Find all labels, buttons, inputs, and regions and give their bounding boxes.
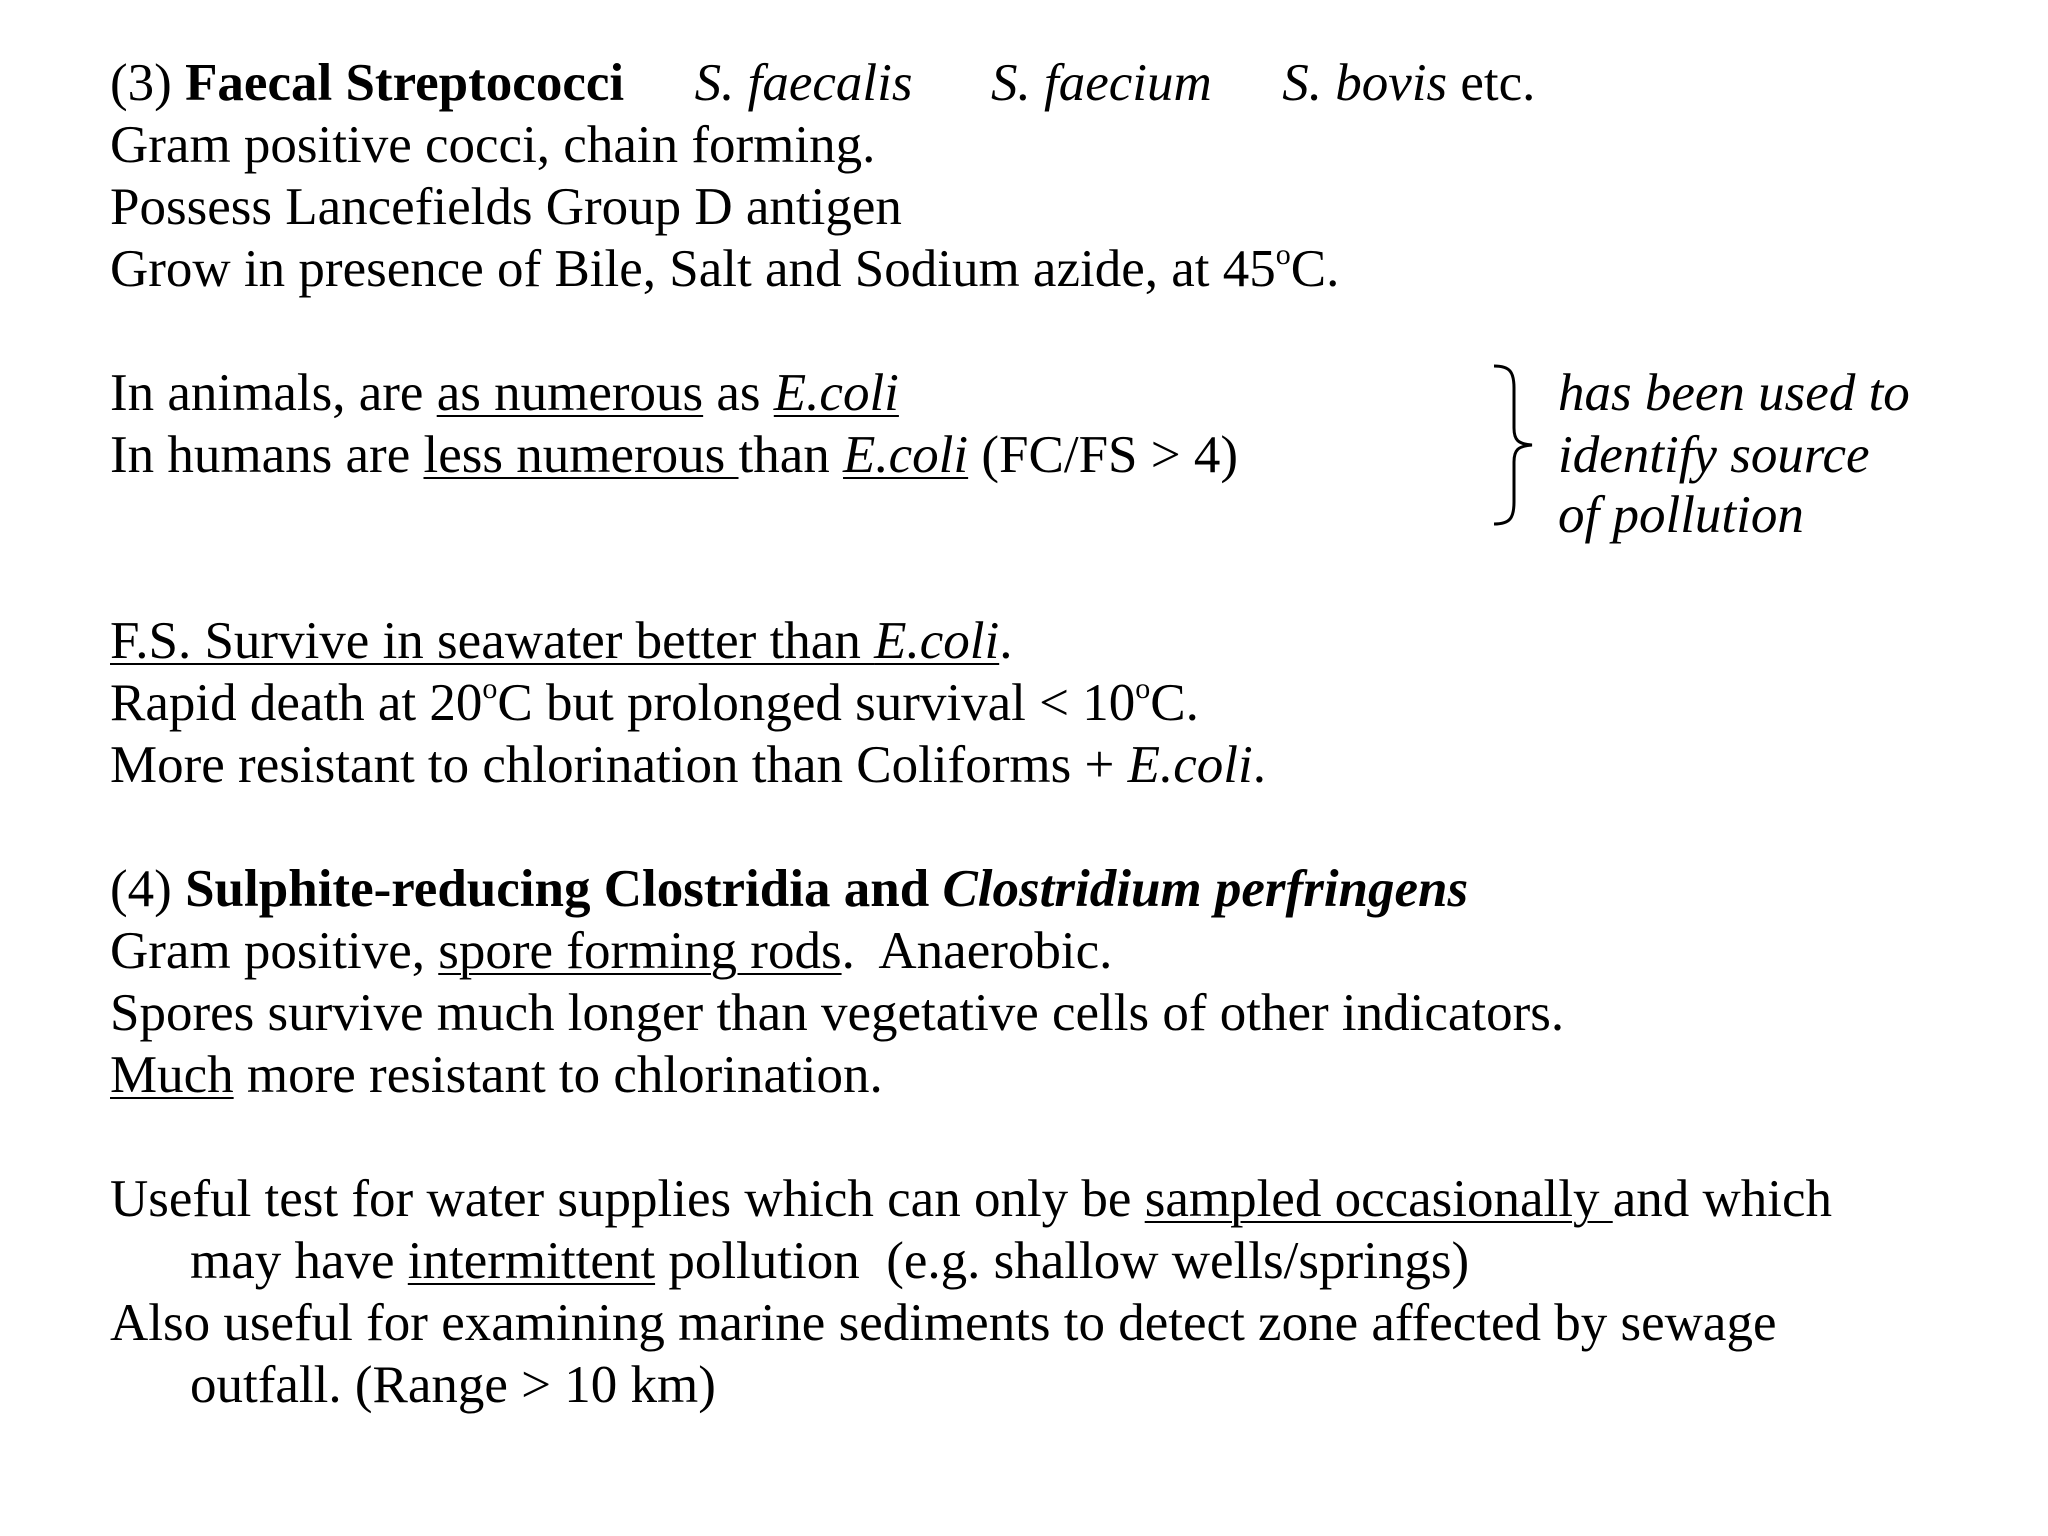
- ecoli: E.coli: [1127, 736, 1253, 794]
- section4-line2: Spores survive much longer than vegetative cells of other indicators.: [110, 984, 1565, 1042]
- side-note-line1: has been used to: [1558, 364, 1910, 422]
- side-note-line3: of pollution: [1558, 486, 1804, 544]
- section3-line2: Possess Lancefields Group D antigen: [110, 178, 902, 236]
- uses-line4: outfall. (Range > 10 km): [190, 1356, 716, 1414]
- side-note-line2: identify source: [1558, 426, 1870, 484]
- much: Much: [110, 1046, 234, 1104]
- species-suffix: etc.: [1460, 54, 1536, 112]
- animals-line: In animals, are as numerous as E.coli: [110, 364, 899, 422]
- intermittent: intermittent: [407, 1232, 656, 1290]
- sampled-occasionally: sampled occasionally: [1144, 1170, 1613, 1228]
- curly-brace-icon: [1488, 362, 1538, 528]
- section3-line1: Gram positive cocci, chain forming.: [110, 116, 876, 174]
- uses-line1: Useful test for water supplies which can only be sampled occasionally and which: [110, 1170, 1833, 1228]
- section4-species: Clostridium perfringens: [942, 860, 1469, 918]
- section4-title: Sulphite-reducing Clostridia and: [185, 860, 943, 918]
- survival-line3: More resistant to chlorination than Coliforms + E.coli.: [110, 736, 1266, 794]
- ecoli: E.coli: [773, 364, 899, 422]
- survival-line1: F.S. Survive in seawater better than E.coli.: [110, 612, 1013, 670]
- section3-number: (3): [110, 54, 172, 112]
- ecoli: E.coli: [874, 612, 1000, 670]
- section4-line1: Gram positive, spore forming rods. Anaerobic.: [110, 922, 1113, 980]
- section4-line3: Much more resistant to chlorination.: [110, 1046, 883, 1104]
- uses-line3: Also useful for examining marine sediments to detect zone affected by sewage: [110, 1294, 1777, 1352]
- species-faecium: S. faecium: [990, 54, 1212, 112]
- uses-line2: may have intermittent pollution (e.g. shallow wells/springs): [190, 1232, 1470, 1290]
- as-numerous: as numerous: [436, 364, 704, 422]
- section3-heading: [110, 52, 1535, 114]
- section3-line3: Grow in presence of Bile, Salt and Sodium azide, at 45$^o$C.: [110, 238, 1340, 298]
- ecoli: E.coli: [843, 426, 969, 484]
- section3-title: Faecal Streptococci: [185, 54, 625, 112]
- humans-line: In humans are less numerous than E.coli (FC/FS > 4): [110, 426, 1239, 484]
- species-faecalis: S. faecalis: [694, 54, 913, 112]
- species-bovis: S. bovis: [1282, 54, 1448, 112]
- less-numerous: less numerous: [423, 426, 739, 484]
- section4-heading: [110, 858, 1468, 920]
- degree-symbol: o: [1275, 238, 1291, 271]
- section4-number: (4): [110, 860, 172, 918]
- survival-line2: Rapid death at 20$^o$C but prolonged survival < $10^oC$.: [110, 672, 1199, 732]
- spore-forming-rods: spore forming rods: [438, 922, 842, 980]
